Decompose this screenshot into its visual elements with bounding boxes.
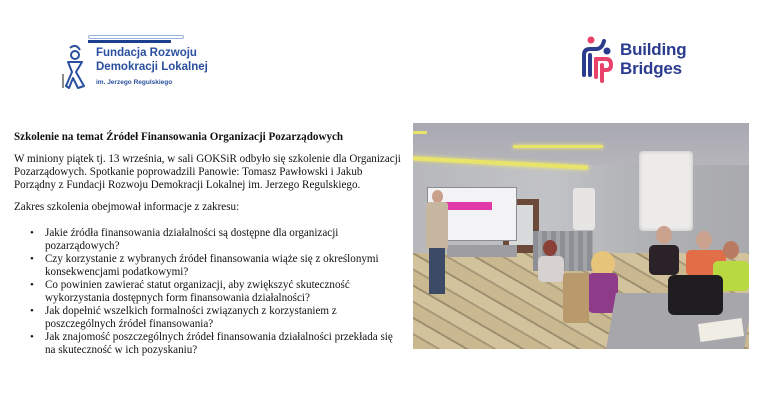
- logo-word-building: Building: [620, 40, 687, 59]
- article-scope-intro: Zakres szkolenia obejmował informacje z zakresu:: [14, 201, 240, 213]
- photo-jacket: [563, 273, 589, 323]
- topic-item: • Co powinien zawierać statut organizacji, aby zwiększyć skuteczność wykorzystania dostępnych form finansowania działalności?: [45, 279, 402, 305]
- photo-coat: [668, 275, 723, 315]
- topic-item: • Jak dopełnić wszelkich formalności związanych z korzystaniem z poszczególnych źródeł finansowania?: [45, 305, 402, 331]
- logo-bar-dark: [88, 40, 171, 43]
- building-bridges-text: [620, 40, 686, 78]
- person-figure-icon: [62, 44, 90, 90]
- building-bridges-logo: [580, 35, 705, 85]
- attendee-head: [543, 240, 557, 256]
- photo-stone-wall: [573, 188, 595, 230]
- article: [14, 131, 402, 357]
- attendee-head: [696, 231, 712, 249]
- frdl-logo: [60, 32, 220, 90]
- photo-ceiling-light: [413, 131, 427, 134]
- attendee-head: [656, 226, 672, 244]
- photo-stone-wall: [639, 151, 693, 231]
- attendee-head: [723, 241, 739, 259]
- topics-list: [14, 227, 402, 357]
- photo-presenter: [426, 190, 450, 295]
- photo-ceiling-light: [513, 145, 603, 148]
- presenter-legs: [429, 248, 445, 294]
- presenter-body: [426, 202, 448, 250]
- article-title: Szkolenie na temat Źródeł Finansowania Organizacji Pozarządowych: [14, 131, 344, 143]
- article-intro: W miniony piątek tj. 13 września, w sali GOKSiR odbyło się szkolenie dla Organizacji Pozarządowych. Spotkanie poprowadzili Panowie: Tomasz Pawłowski i Jakub Porządny z Fundacji Rozwoju Demokracji Lokalnej im. Jerzego Regulskiego.: [14, 153, 401, 191]
- logo-word-bridges: Bridges: [620, 59, 682, 78]
- logo-line-1: Fundacja Rozwoju: [96, 47, 197, 59]
- training-photo: [413, 123, 749, 349]
- topic-item: • Jak znajomość poszczególnych źródeł finansowania działalności przekłada się na skuteczność w ich pozyskaniu?: [45, 331, 402, 357]
- topic-item: • Jakie źródła finansowania działalności są dostępne dla organizacji pozarządowych?: [45, 227, 402, 253]
- attendee: [649, 245, 679, 275]
- topic-item: • Czy korzystanie z wybranych źródeł finansowania wiąże się z określonymi konsekwencjami podatkowymi?: [45, 253, 402, 279]
- logo-bar-light: [88, 35, 184, 39]
- photo-table: [447, 245, 517, 257]
- building-bridges-mark-icon: [580, 35, 616, 85]
- frdl-logo-text: [96, 46, 208, 74]
- logo-line-2: Demokracji Lokalnej: [96, 61, 208, 73]
- attendee: [538, 256, 564, 282]
- frdl-logo-subtitle: im. Jerzego Regulskiego: [96, 79, 173, 86]
